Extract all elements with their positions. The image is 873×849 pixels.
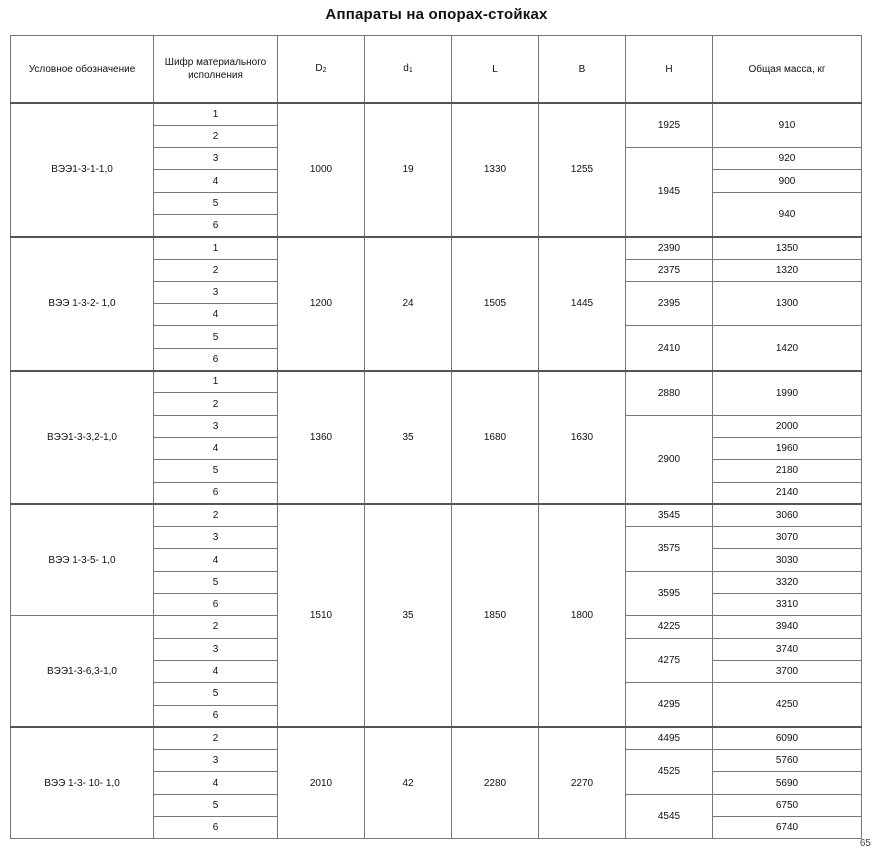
mass-cell: 6740	[713, 817, 862, 839]
mass-cell: 3060	[713, 504, 862, 526]
material-code-cell: 4	[154, 660, 278, 682]
material-code-cell: 3	[154, 415, 278, 437]
material-code-cell: 1	[154, 237, 278, 259]
table-body	[11, 103, 862, 839]
mass-cell: 940	[713, 192, 862, 237]
mass-cell: 3700	[713, 660, 862, 682]
d1-cell: 19	[365, 103, 452, 237]
table-row	[11, 237, 862, 259]
d1-cell: 35	[365, 371, 452, 505]
h-cell: 4495	[626, 727, 713, 749]
mass-cell: 6750	[713, 794, 862, 816]
mass-cell: 1990	[713, 371, 862, 416]
material-code-cell: 6	[154, 594, 278, 616]
mass-cell: 3070	[713, 527, 862, 549]
material-code-cell: 6	[154, 705, 278, 727]
l-cell: 1850	[452, 504, 539, 727]
b-cell: 1800	[539, 504, 626, 727]
mass-cell: 2000	[713, 415, 862, 437]
b-cell: 2270	[539, 727, 626, 838]
material-code-cell: 2	[154, 393, 278, 415]
mass-cell: 6090	[713, 727, 862, 749]
material-code-cell: 1	[154, 371, 278, 393]
mass-cell: 1350	[713, 237, 862, 259]
material-code-cell: 3	[154, 638, 278, 660]
h-cell: 4295	[626, 683, 713, 728]
mass-cell: 1960	[713, 437, 862, 459]
mass-cell: 1420	[713, 326, 862, 371]
h-cell: 3595	[626, 571, 713, 616]
d2-cell: 2010	[278, 727, 365, 838]
table-row	[11, 727, 862, 749]
mass-cell: 2140	[713, 482, 862, 504]
l-cell: 2280	[452, 727, 539, 838]
material-code-cell: 6	[154, 482, 278, 504]
table-row	[11, 103, 862, 125]
d1-cell: 35	[365, 504, 452, 727]
header-d2: $D_2$	[278, 36, 365, 104]
b-cell: 1445	[539, 237, 626, 371]
material-code-cell: 5	[154, 794, 278, 816]
mass-cell: 3320	[713, 571, 862, 593]
mass-cell: 2180	[713, 460, 862, 482]
l-cell: 1680	[452, 371, 539, 505]
mass-cell: 4250	[713, 683, 862, 728]
b-cell: 1630	[539, 371, 626, 505]
designation-cell: ВЭЭ1-3-6,3-1,0	[11, 616, 154, 727]
h-cell: 3575	[626, 527, 713, 572]
header-material: Шифр материального исполнения	[154, 36, 278, 104]
material-code-cell: 3	[154, 750, 278, 772]
designation-cell: ВЭЭ1-3-3,2-1,0	[11, 371, 154, 505]
h-cell: 2375	[626, 259, 713, 281]
material-code-cell: 5	[154, 460, 278, 482]
designation-cell: ВЭЭ 1-3-5- 1,0	[11, 504, 154, 615]
table-row	[11, 371, 862, 393]
d2-cell: 1000	[278, 103, 365, 237]
material-code-cell: 3	[154, 148, 278, 170]
d2-cell: 1510	[278, 504, 365, 727]
material-code-cell: 6	[154, 348, 278, 370]
material-code-cell: 4	[154, 170, 278, 192]
material-code-cell: 2	[154, 125, 278, 147]
header-b: B	[539, 36, 626, 104]
material-code-cell: 4	[154, 437, 278, 459]
material-code-cell: 5	[154, 683, 278, 705]
page-title: Аппараты на опорах-стойках	[325, 6, 548, 23]
material-code-cell: 6	[154, 817, 278, 839]
mass-cell: 900	[713, 170, 862, 192]
mass-cell: 3310	[713, 594, 862, 616]
mass-cell: 3940	[713, 616, 862, 638]
material-code-cell: 3	[154, 281, 278, 303]
h-cell: 2900	[626, 415, 713, 504]
header-d1: $d_1$	[365, 36, 452, 104]
d2-cell: 1200	[278, 237, 365, 371]
h-cell: 2880	[626, 371, 713, 416]
h-cell: 2395	[626, 281, 713, 326]
mass-cell: 3030	[713, 549, 862, 571]
h-cell: 2410	[626, 326, 713, 371]
mass-cell: 920	[713, 148, 862, 170]
material-code-cell: 4	[154, 549, 278, 571]
material-code-cell: 5	[154, 571, 278, 593]
material-code-cell: 5	[154, 326, 278, 348]
material-code-cell: 4	[154, 304, 278, 326]
d1-cell: 24	[365, 237, 452, 371]
designation-cell: ВЭЭ1-3-1-1,0	[11, 103, 154, 237]
l-cell: 1330	[452, 103, 539, 237]
header-mass: Общая масса, кг	[713, 36, 862, 104]
material-code-cell: 5	[154, 192, 278, 214]
d1-cell: 42	[365, 727, 452, 838]
material-code-cell: 3	[154, 527, 278, 549]
mass-cell: 910	[713, 103, 862, 148]
h-cell: 1945	[626, 148, 713, 237]
page-number: 65	[859, 838, 871, 849]
mass-cell: 1320	[713, 259, 862, 281]
h-cell: 4225	[626, 616, 713, 638]
b-cell: 1255	[539, 103, 626, 237]
material-code-cell: 1	[154, 103, 278, 125]
designation-cell: ВЭЭ 1-3-2- 1,0	[11, 237, 154, 371]
designation-cell: ВЭЭ 1-3- 10- 1,0	[11, 727, 154, 838]
h-cell: 3545	[626, 504, 713, 526]
material-code-cell: 2	[154, 727, 278, 749]
h-cell: 4275	[626, 638, 713, 683]
material-code-cell: 2	[154, 259, 278, 281]
header-l: L	[452, 36, 539, 104]
h-cell: 4545	[626, 794, 713, 839]
material-code-cell: 2	[154, 616, 278, 638]
table-row	[11, 504, 862, 526]
material-code-cell: 6	[154, 214, 278, 236]
mass-cell: 5760	[713, 750, 862, 772]
d2-cell: 1360	[278, 371, 365, 505]
material-code-cell: 4	[154, 772, 278, 794]
apparatus-table	[10, 35, 862, 839]
h-cell: 4525	[626, 750, 713, 795]
header-designation: Условное обозначение	[11, 36, 154, 104]
mass-cell: 3740	[713, 638, 862, 660]
mass-cell: 1300	[713, 281, 862, 326]
material-code-cell: 2	[154, 504, 278, 526]
h-cell: 2390	[626, 237, 713, 259]
header-h: H	[626, 36, 713, 104]
h-cell: 1925	[626, 103, 713, 148]
table-header	[11, 36, 862, 104]
mass-cell: 5690	[713, 772, 862, 794]
l-cell: 1505	[452, 237, 539, 371]
